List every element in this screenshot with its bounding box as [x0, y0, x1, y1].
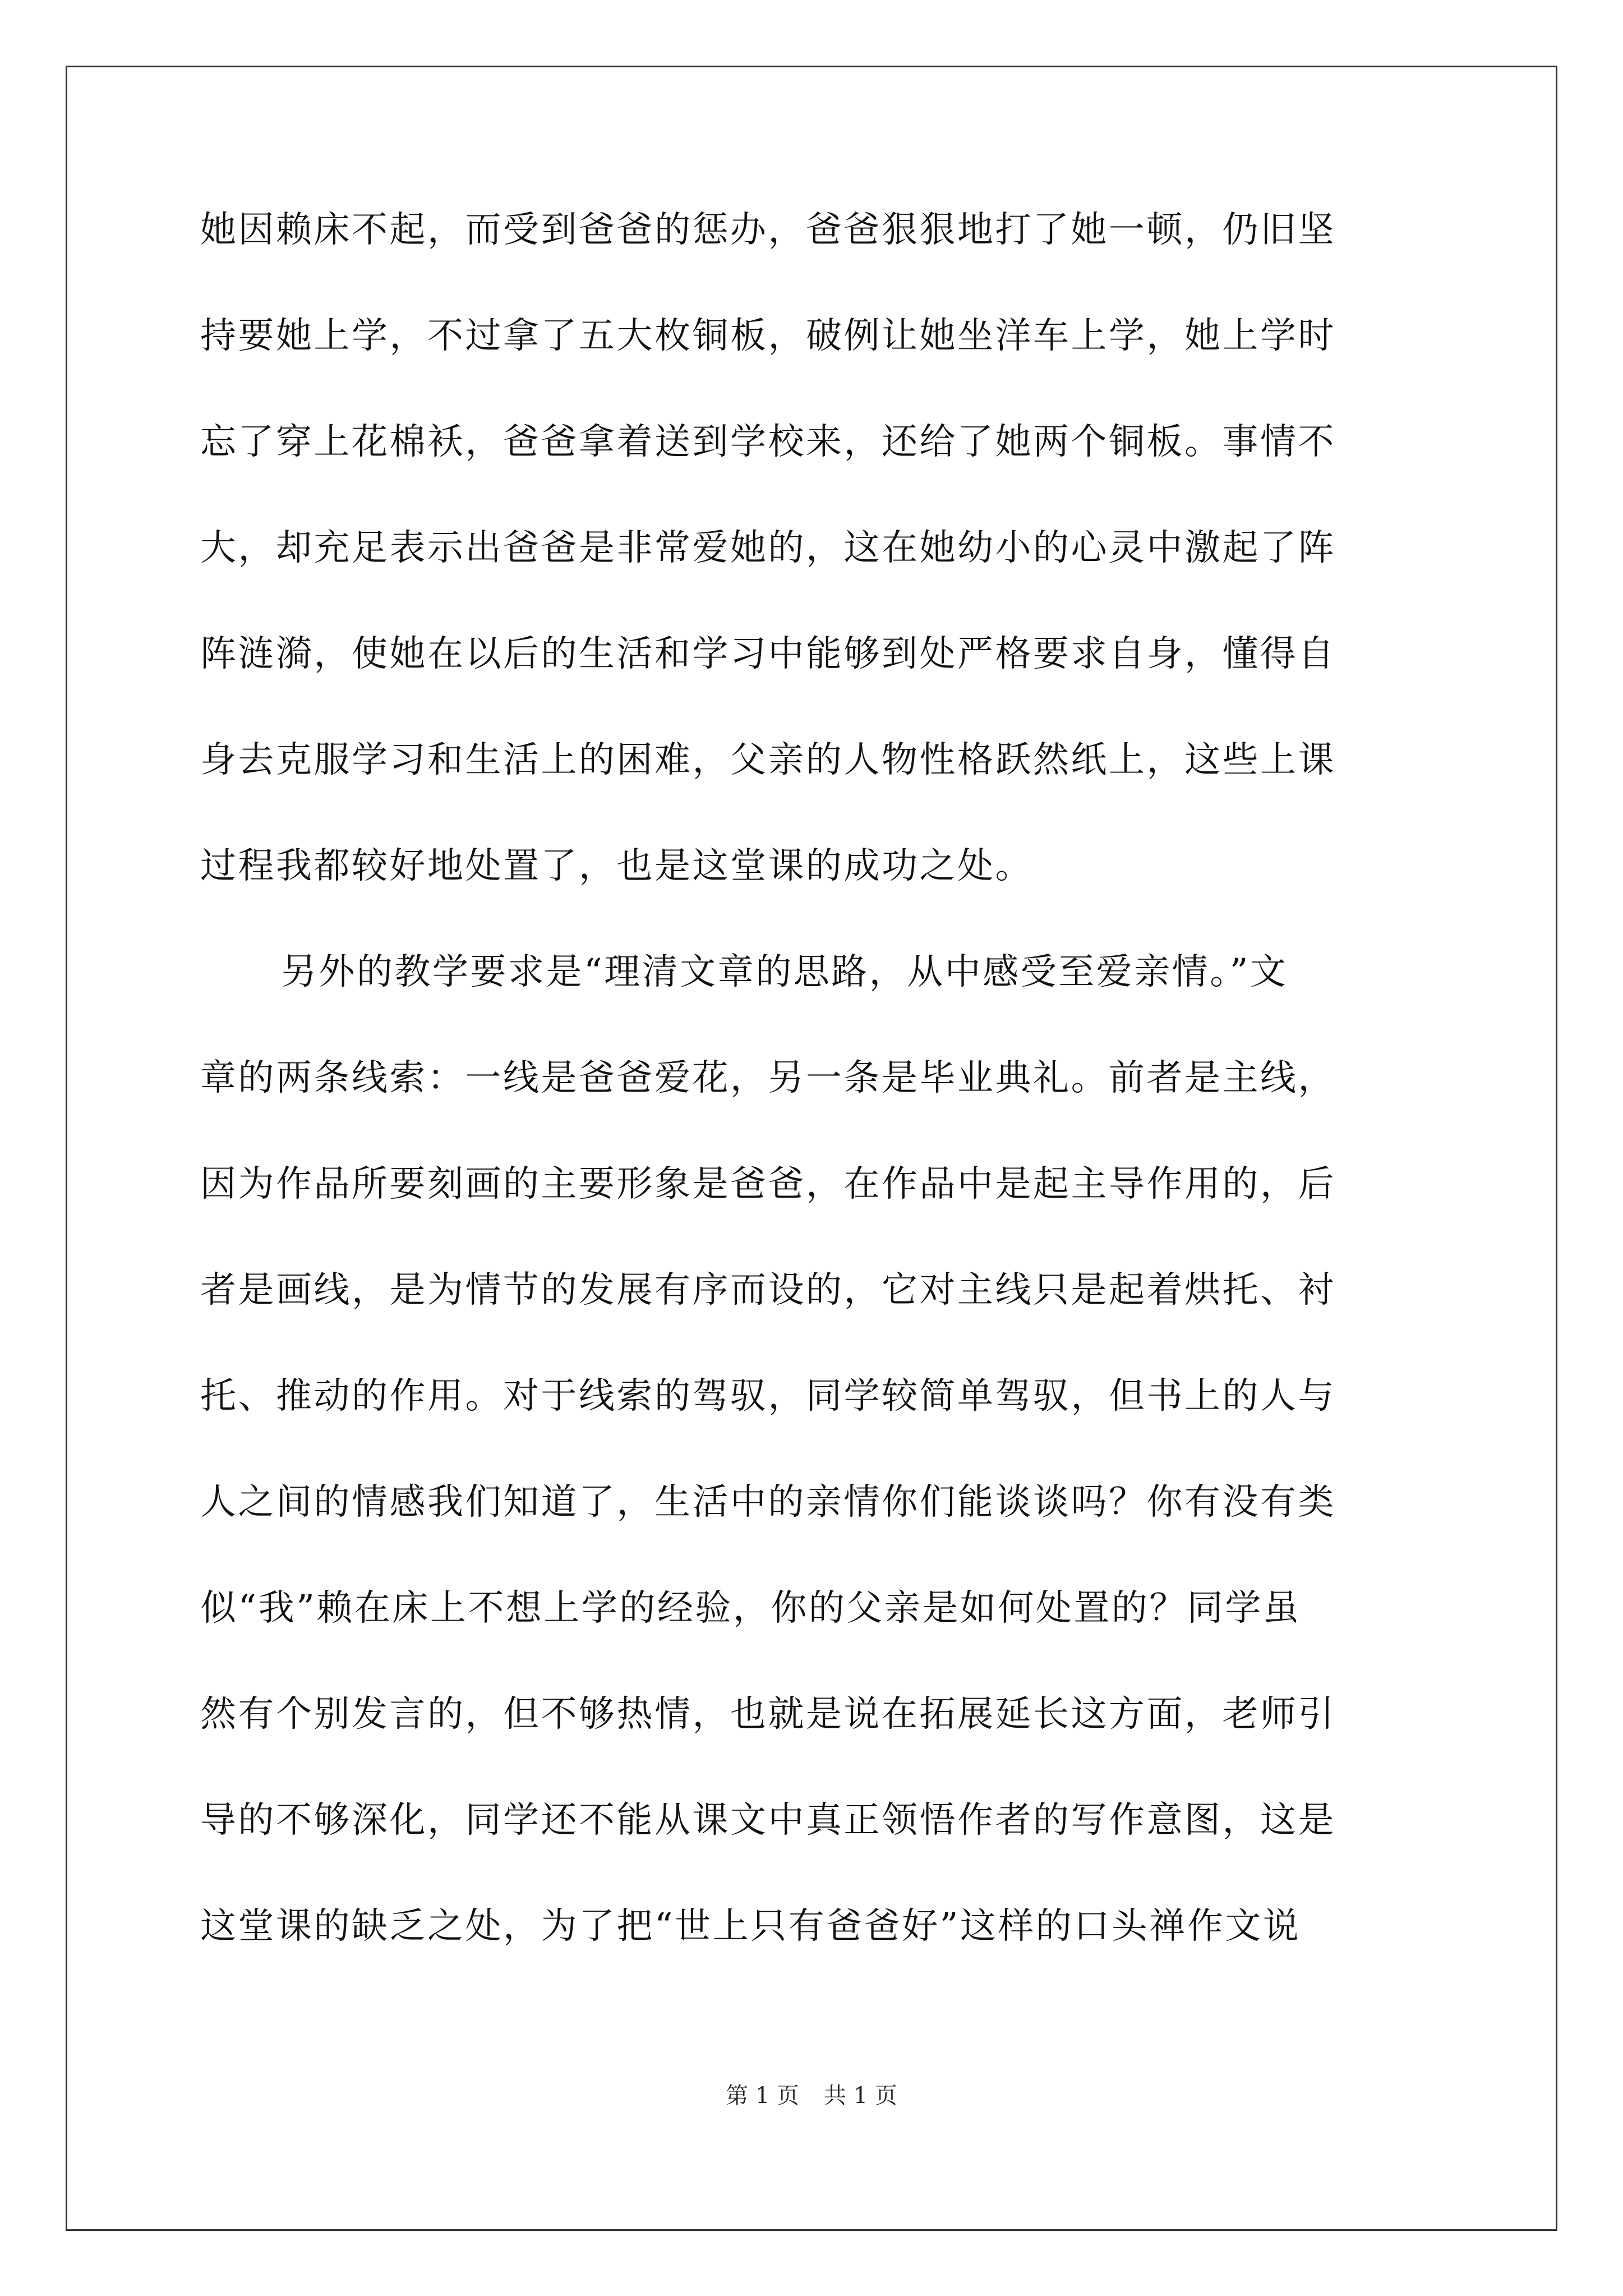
- text-line: 然有个别发言的，但不够热情，也就是说在拓展延长这方面，老师引: [200, 1694, 1336, 1735]
- page-number: 第 1 页: [726, 2083, 799, 2109]
- text-line: 身去克服学习和生活上的困难，父亲的人物性格跃然纸上，这些上课: [200, 739, 1336, 781]
- text-line: 这堂课的缺乏之处，为了把“世上只有爸爸好”这样的口头禅作文说: [200, 1906, 1301, 1947]
- text-line: 她因赖床不起，而受到爸爸的惩办，爸爸狠狠地打了她一顿，仍旧坚: [200, 209, 1336, 251]
- document-body: [200, 202, 1434, 2004]
- text-line: 过程我都较好地处置了，也是这堂课的成功之处。: [200, 845, 1033, 887]
- page-total: 共 1 页: [824, 2083, 897, 2109]
- text-line: 章的两条线索：一线是爸爸爱花，另一条是毕业典礼。前者是主线，: [200, 1057, 1336, 1099]
- text-line: 持要她上学，不过拿了五大枚铜板，破例让她坐洋车上学，她上学时: [200, 315, 1336, 357]
- paragraph-start-line: 另外的教学要求是“理清文章的思路，从中感受至爱亲情。”文: [281, 951, 1288, 993]
- text-line: 大，却充足表示出爸爸是非常爱她的，这在她幼小的心灵中激起了阵: [200, 527, 1336, 569]
- text-line: 者是画线，是为情节的发展有序而设的，它对主线只是起着烘托、衬: [200, 1269, 1336, 1311]
- text-line: 托、推动的作用。对于线索的驾驭，同学较简单驾驭，但书上的人与: [200, 1375, 1336, 1417]
- text-line: 忘了穿上花棉袄，爸爸拿着送到学校来，还给了她两个铜板。事情不: [200, 421, 1336, 463]
- text-line: 人之间的情感我们知道了，生活中的亲情你们能谈谈吗？你有没有类: [200, 1481, 1336, 1523]
- text-line: 因为作品所要刻画的主要形象是爸爸，在作品中是起主导作用的，后: [200, 1163, 1336, 1205]
- text-line: 导的不够深化，同学还不能从课文中真正领悟作者的写作意图，这是: [200, 1800, 1336, 1841]
- text-line: 阵涟漪，使她在以后的生活和学习中能够到处严格要求自身，懂得自: [200, 633, 1336, 675]
- text-line: 似“我”赖在床上不想上学的经验，你的父亲是如何处置的？同学虽: [200, 1588, 1301, 1629]
- page-footer: [0, 2079, 1623, 2113]
